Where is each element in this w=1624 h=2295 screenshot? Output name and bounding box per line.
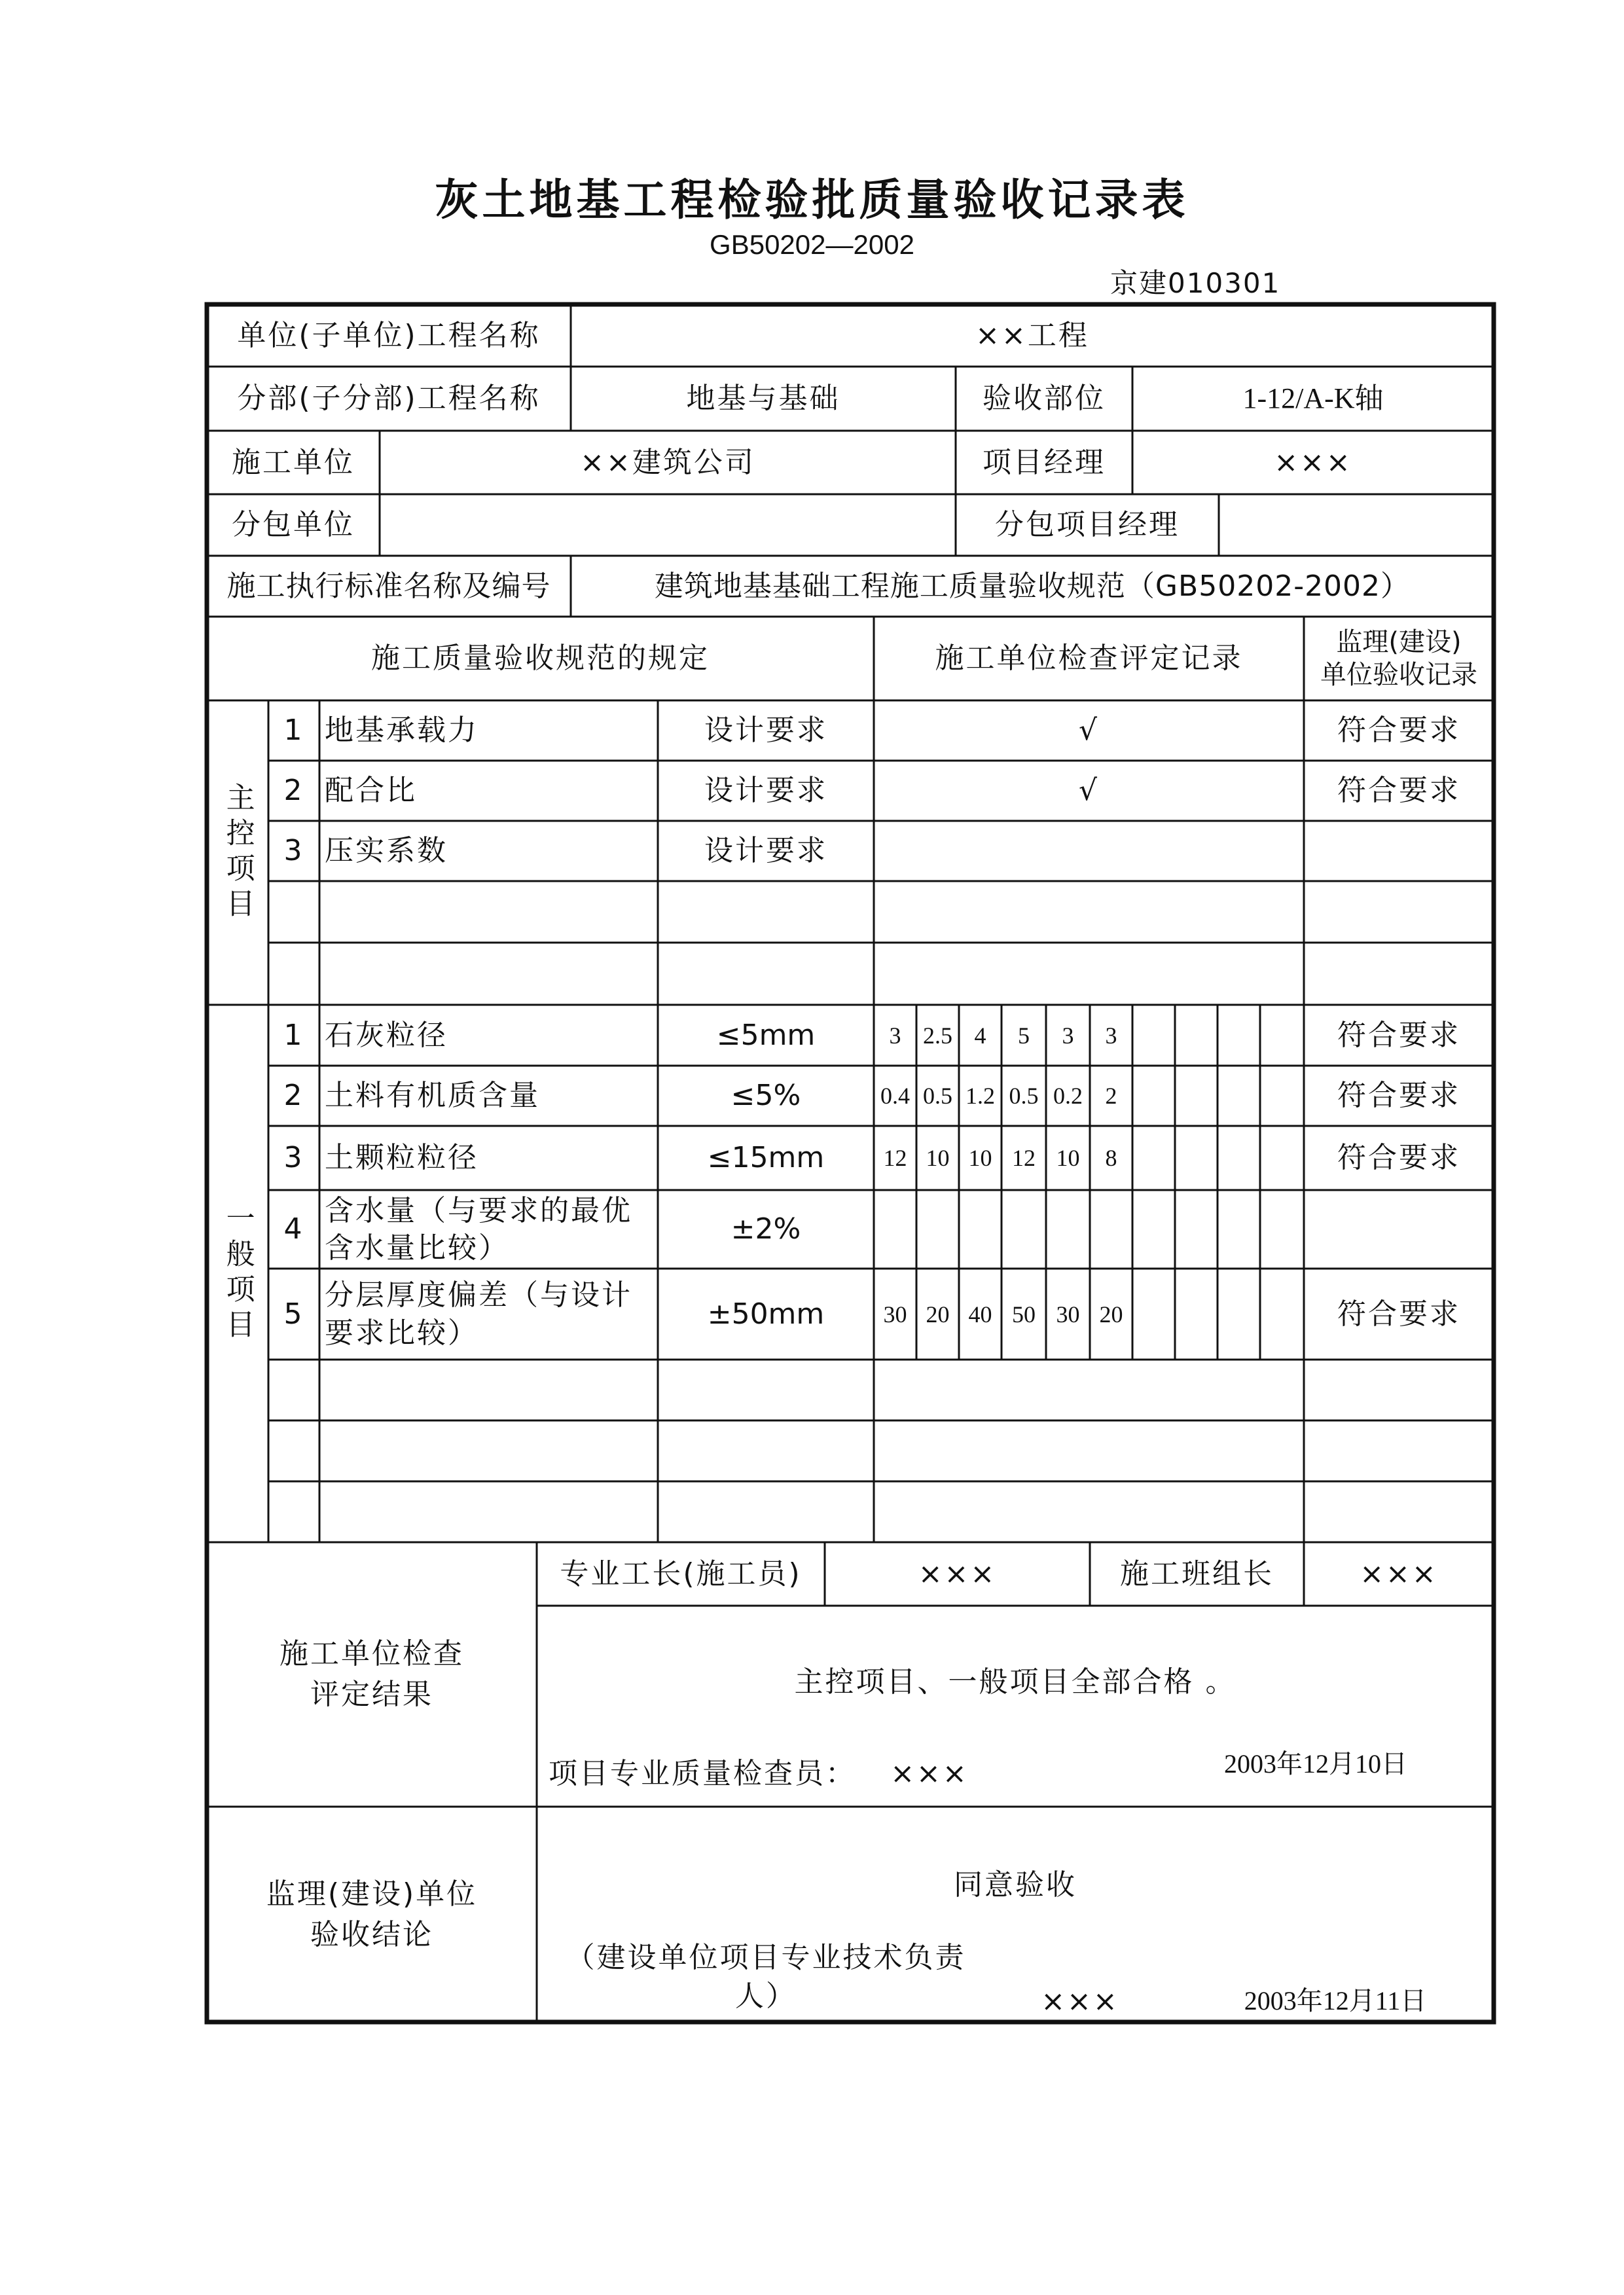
general-item-name: 土料有机质含量 xyxy=(325,1079,540,1113)
supervisor-signer-line1: （建设单位项目专业技术负责 xyxy=(566,1940,966,1974)
main-item-record: √ xyxy=(1078,774,1100,808)
measurement-value: 10 xyxy=(926,1145,950,1171)
measurement-value: 20 xyxy=(1099,1301,1123,1328)
general-item-result: 符合要求 xyxy=(1337,1079,1460,1113)
contractor-check-label-line2: 评定结果 xyxy=(310,1678,433,1711)
measurement-value: 1.2 xyxy=(965,1083,995,1109)
measurement-value: 40 xyxy=(968,1301,992,1328)
measurement-value: 12 xyxy=(1012,1145,1036,1171)
measurement-value: 10 xyxy=(968,1145,992,1171)
form-code: 京建010301 xyxy=(1110,267,1281,299)
main-item-spec: 设计要求 xyxy=(704,834,827,868)
team-leader-value: ××× xyxy=(1360,1557,1438,1591)
general-item-name-line2: 含水量比较） xyxy=(325,1231,509,1265)
measurement-value: 3 xyxy=(889,1022,901,1049)
general-label: 一般项目 xyxy=(221,1202,255,1345)
measurement-value: 3 xyxy=(1105,1022,1117,1049)
sub-project-label: 分部(子分部)工程名称 xyxy=(237,382,541,416)
general-item-no: 2 xyxy=(283,1079,304,1113)
measurement-value: 30 xyxy=(1056,1301,1080,1328)
measurement-value: 12 xyxy=(883,1145,907,1171)
measurement-value: 10 xyxy=(1056,1145,1080,1171)
measurement-value: 2 xyxy=(1105,1083,1117,1109)
general-item-name: 石灰粒径 xyxy=(325,1018,448,1052)
spec-column-header: 施工质量验收规范的规定 xyxy=(371,642,710,676)
main-item-record: √ xyxy=(1078,714,1100,748)
measurement-value: 2.5 xyxy=(923,1022,952,1049)
general-item-result xyxy=(1304,1190,1494,1269)
unit-project-value: ××工程 xyxy=(975,318,1089,352)
contractor-check-label xyxy=(207,1542,537,1807)
supervisor-check-label-line2: 验收结论 xyxy=(310,1917,433,1951)
main-item-record xyxy=(874,821,1304,881)
general-item-name-line1: 分层厚度偏差（与设计 xyxy=(325,1278,632,1312)
main-item-spec: 设计要求 xyxy=(704,714,827,748)
record-column-header: 施工单位检查评定记录 xyxy=(935,642,1243,676)
main-item-result: 符合要求 xyxy=(1337,774,1460,808)
main-item-result: 符合要求 xyxy=(1337,714,1460,748)
supervisor-column-header xyxy=(1304,617,1494,700)
construction-unit-label: 施工单位 xyxy=(232,445,355,479)
project-manager-value: ××× xyxy=(1274,445,1352,479)
general-item-spec: ≤15mm xyxy=(707,1141,825,1175)
supervisor-conclusion: 同意验收 xyxy=(954,1868,1077,1902)
measurement-value: 0.5 xyxy=(923,1083,952,1109)
main-item-result xyxy=(1304,821,1494,881)
general-item-no: 5 xyxy=(283,1297,304,1331)
general-item-result: 符合要求 xyxy=(1337,1018,1460,1052)
construction-unit-value: ××建筑公司 xyxy=(580,445,755,479)
acceptance-part-label: 验收部位 xyxy=(983,382,1106,416)
main-item-no: 1 xyxy=(283,714,304,748)
subcontractor-value xyxy=(380,494,956,556)
general-item-name xyxy=(319,1190,658,1269)
supervisor-check-label xyxy=(207,1807,537,2022)
contractor-check-label-line1: 施工单位检查 xyxy=(280,1637,464,1671)
supervisor-date: 2003年12月11日 xyxy=(1244,1986,1427,2015)
general-item-spec: ±50mm xyxy=(707,1297,825,1331)
supervisor-signer-label xyxy=(543,1938,988,2016)
standard-number: GB50202—2002 xyxy=(710,229,914,260)
measurement-value: 8 xyxy=(1105,1145,1117,1171)
supervisor-header-line1: 监理(建设) xyxy=(1336,627,1462,657)
foreman-label: 专业工长(施工员) xyxy=(560,1557,802,1591)
subcontractor-label: 分包单位 xyxy=(232,508,355,542)
measurement-value: 3 xyxy=(1062,1022,1074,1049)
standard-label: 施工执行标准名称及编号 xyxy=(226,569,551,603)
general-item-result: 符合要求 xyxy=(1337,1297,1460,1331)
foreman-value: ××× xyxy=(918,1557,997,1591)
measurement-value: 4 xyxy=(974,1022,986,1049)
general-item-spec: ≤5mm xyxy=(716,1018,816,1052)
main-control-label: 主控项目 xyxy=(221,782,255,924)
sub-project-value: 地基与基础 xyxy=(686,382,840,416)
measurement-value: 20 xyxy=(926,1301,950,1328)
project-manager-label: 项目经理 xyxy=(983,445,1106,479)
general-item-result: 符合要求 xyxy=(1337,1141,1460,1175)
supervisor-check-label-line1: 监理(建设)单位 xyxy=(266,1877,478,1911)
general-item-name xyxy=(319,1269,658,1360)
supervisor-header-line2: 单位验收记录 xyxy=(1320,660,1477,690)
sub-manager-value xyxy=(1219,494,1494,556)
general-item-no: 1 xyxy=(283,1018,304,1052)
sub-manager-label: 分包项目经理 xyxy=(995,508,1180,542)
measurement-value: 5 xyxy=(1018,1022,1030,1049)
main-item-no: 2 xyxy=(283,774,304,808)
measurement-value: 50 xyxy=(1012,1301,1036,1328)
inspector-value: ××× xyxy=(890,1757,969,1791)
main-item-spec: 设计要求 xyxy=(704,774,827,808)
general-item-no: 4 xyxy=(283,1212,304,1246)
measurement-value: 30 xyxy=(883,1301,907,1328)
main-item-name: 地基承载力 xyxy=(325,714,478,748)
measurement-value: 0.5 xyxy=(1009,1083,1039,1109)
general-item-spec: ±2% xyxy=(731,1212,801,1246)
general-item-spec: ≤5% xyxy=(731,1079,801,1113)
general-item-no: 3 xyxy=(283,1141,304,1175)
main-item-name: 压实系数 xyxy=(325,834,448,868)
main-item-name: 配合比 xyxy=(325,774,417,808)
general-item-name: 土颗粒粒径 xyxy=(325,1141,478,1175)
contractor-date: 2003年12月10日 xyxy=(1224,1749,1407,1779)
acceptance-part-value: 1-12/A-K轴 xyxy=(1242,382,1384,415)
supervisor-signer-line2: 人） xyxy=(735,1979,797,2013)
document-title: 灰土地基工程检验批质量验收记录表 xyxy=(435,175,1189,225)
measurement-value: 0.2 xyxy=(1053,1083,1083,1109)
inspector-label: 项目专业质量检查员： xyxy=(549,1757,856,1791)
contractor-conclusion: 主控项目、一般项目全部合格 。 xyxy=(794,1665,1236,1699)
measurement-value: 0.4 xyxy=(880,1083,910,1109)
unit-project-label: 单位(子单位)工程名称 xyxy=(237,318,541,352)
supervisor-signer-value: ××× xyxy=(1041,1985,1119,2019)
team-leader-label: 施工班组长 xyxy=(1120,1557,1274,1591)
standard-value: 建筑地基基础工程施工质量验收规范（GB50202-2002） xyxy=(654,569,1411,603)
general-item-name-line2: 要求比较） xyxy=(325,1316,478,1350)
general-item-name-line1: 含水量（与要求的最优 xyxy=(325,1193,632,1227)
main-item-no: 3 xyxy=(283,834,304,868)
